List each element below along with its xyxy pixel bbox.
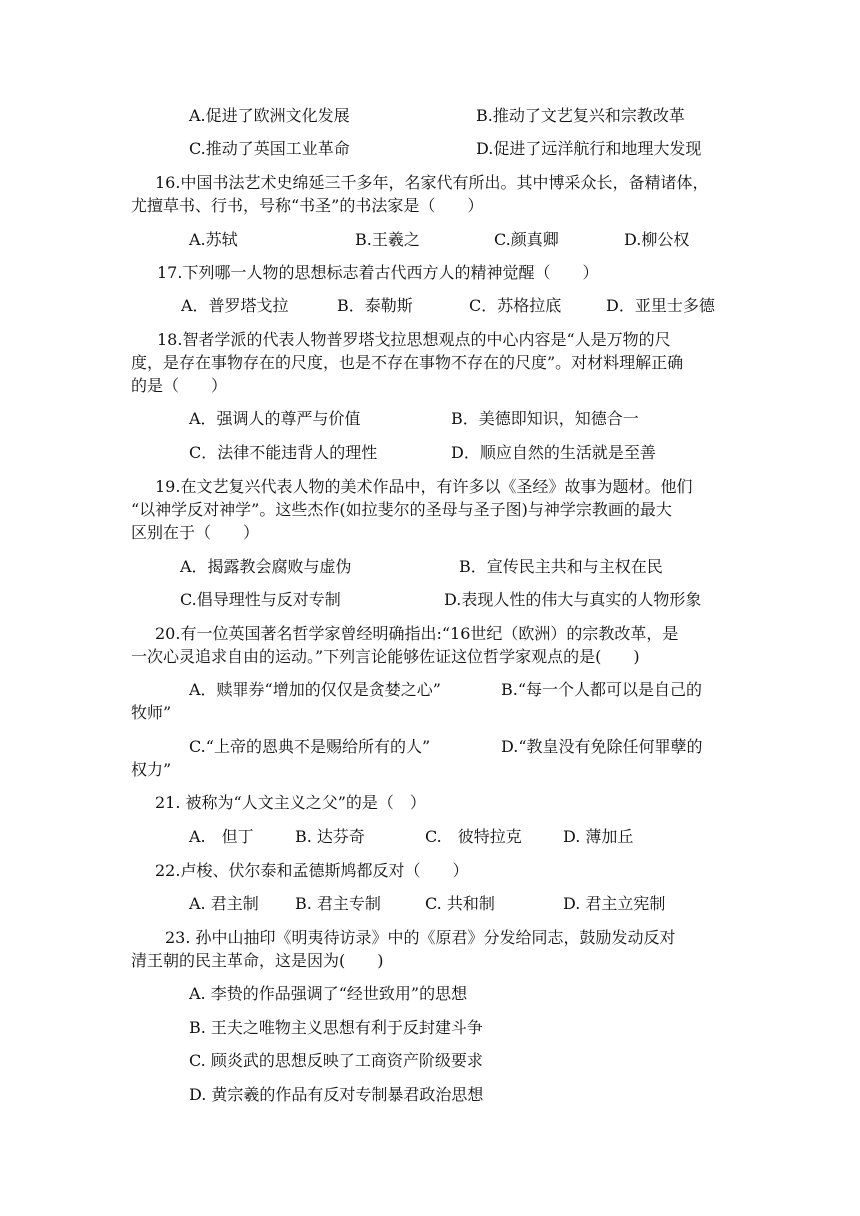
- q16-stem-line1: 16.中国书法艺术史绵延三千多年，名家代有所出。其中博采众长，备精诸体，: [155, 173, 709, 192]
- q18-stem-line2: 度，是存在事物存在的尺度，也是不存在事物不存在的尺度”。对材料理解正确: [131, 353, 684, 372]
- q22-option-c: C. 共和制: [425, 894, 495, 913]
- q19-option-a: A．揭露教会腐败与虚伪: [180, 557, 352, 576]
- q19-stem-line2: “以神学反对神学”。这些杰作(如拉斐尔的圣母与圣子图)与神学宗教画的最大: [131, 500, 672, 519]
- q20-option-b-line1: B.“每一个人都可以是自己的: [501, 680, 703, 699]
- q19-option-d: D.表现人性的伟大与真实的人物形象: [444, 590, 702, 609]
- q22-option-a: A. 君主制: [189, 894, 259, 913]
- q23-option-b: B. 王夫之唯物主义思想有利于反封建斗争: [189, 1018, 483, 1037]
- q20-stem-line2: 一次心灵追求自由的运动。”下列言论能够佐证这位哲学家观点的是( ): [131, 647, 640, 666]
- q23-option-d: D. 黄宗羲的作品有反对专制暴君政治思想: [189, 1085, 484, 1104]
- q18-option-a: A．强调人的尊严与价值: [189, 409, 361, 428]
- q20-option-a: A．赎罪券“增加的仅仅是贪婪之心”: [189, 680, 441, 699]
- q20-option-c: C.“上帝的恩典不是赐给所有的人”: [189, 737, 431, 756]
- q17-option-c: C．苏格拉底: [469, 296, 562, 315]
- q17-option-d: D．亚里士多德: [606, 296, 715, 315]
- q22-option-d: D. 君主立宪制: [563, 894, 666, 913]
- q23-stem-line2: 清王朝的民主革命，这是因为( ): [131, 951, 384, 970]
- q23-stem-line1: 23. 孙中山抽印《明夷待访录》中的《原君》分发给同志，鼓励发动反对: [165, 928, 676, 947]
- q22-option-b: B. 君主专制: [295, 894, 381, 913]
- q18-option-c: C．法律不能违背人的理性: [189, 443, 378, 462]
- q17-option-b: B．泰勒斯: [337, 296, 413, 315]
- q20-option-d-line1: D.“教皇没有免除任何罪孽的: [501, 737, 703, 756]
- q16-option-a: A.苏轼: [189, 230, 238, 249]
- q16-stem-line2: 尤擅草书、行书，号称“书圣”的书法家是（ ）: [131, 196, 484, 215]
- q15-option-c: C.推动了英国工业革命: [189, 139, 350, 158]
- q15-option-a: A.促进了欧洲文化发展: [189, 106, 350, 125]
- q20-option-d-line2: 权力”: [131, 760, 172, 779]
- q18-option-d: D．顺应自然的生活就是至善: [451, 443, 656, 462]
- q18-stem-line3: 的是（ ）: [131, 376, 228, 395]
- q16-option-d: D.柳公权: [624, 230, 690, 249]
- q19-option-b: B．宣传民主共和与主权在民: [459, 557, 663, 576]
- q20-option-b-line2: 牧师”: [131, 703, 172, 722]
- q21-stem: 21. 被称为“人文主义之父”的是（ ）: [155, 793, 426, 812]
- q16-option-b: B.王羲之: [355, 230, 420, 249]
- q18-stem-line1: 18.智者学派的代表人物普罗塔戈拉思想观点的中心内容是“人是万物的尺: [157, 330, 671, 349]
- q19-stem-line3: 区别在于（ ）: [131, 523, 260, 542]
- q21-option-b: B. 达芬奇: [295, 827, 365, 846]
- q22-stem: 22.卢梭、伏尔泰和孟德斯鸠都反对（ ）: [155, 861, 469, 880]
- q23-option-a: A. 李贽的作品强调了“经世致用”的思想: [189, 984, 468, 1003]
- q15-option-d: D.促进了远洋航行和地理大发现: [476, 139, 702, 158]
- q23-option-c: C. 顾炎武的思想反映了工商资产阶级要求: [189, 1051, 483, 1070]
- q19-stem-line1: 19.在文艺复兴代表人物的美术作品中，有许多以《圣经》故事为题材。他们: [155, 477, 693, 496]
- q15-option-b: B.推动了文艺复兴和宗教改革: [476, 106, 685, 125]
- q21-option-c: C. 彼特拉克: [425, 827, 522, 846]
- q17-option-a: A．普罗塔戈拉: [181, 296, 289, 315]
- q17-stem: 17.下列哪一人物的思想标志着古代西方人的精神觉醒（ ）: [157, 263, 599, 282]
- q16-option-c: C.颜真卿: [494, 230, 559, 249]
- q20-stem-line1: 20.有一位英国著名哲学家曾经明确指出:“16世纪（欧洲）的宗教改革，是: [155, 624, 679, 643]
- q21-option-a: A. 但丁: [189, 827, 254, 846]
- q18-option-b: B．美德即知识，知德合一: [451, 409, 639, 428]
- q21-option-d: D. 薄加丘: [563, 827, 634, 846]
- q19-option-c: C.倡导理性与反对专制: [180, 590, 341, 609]
